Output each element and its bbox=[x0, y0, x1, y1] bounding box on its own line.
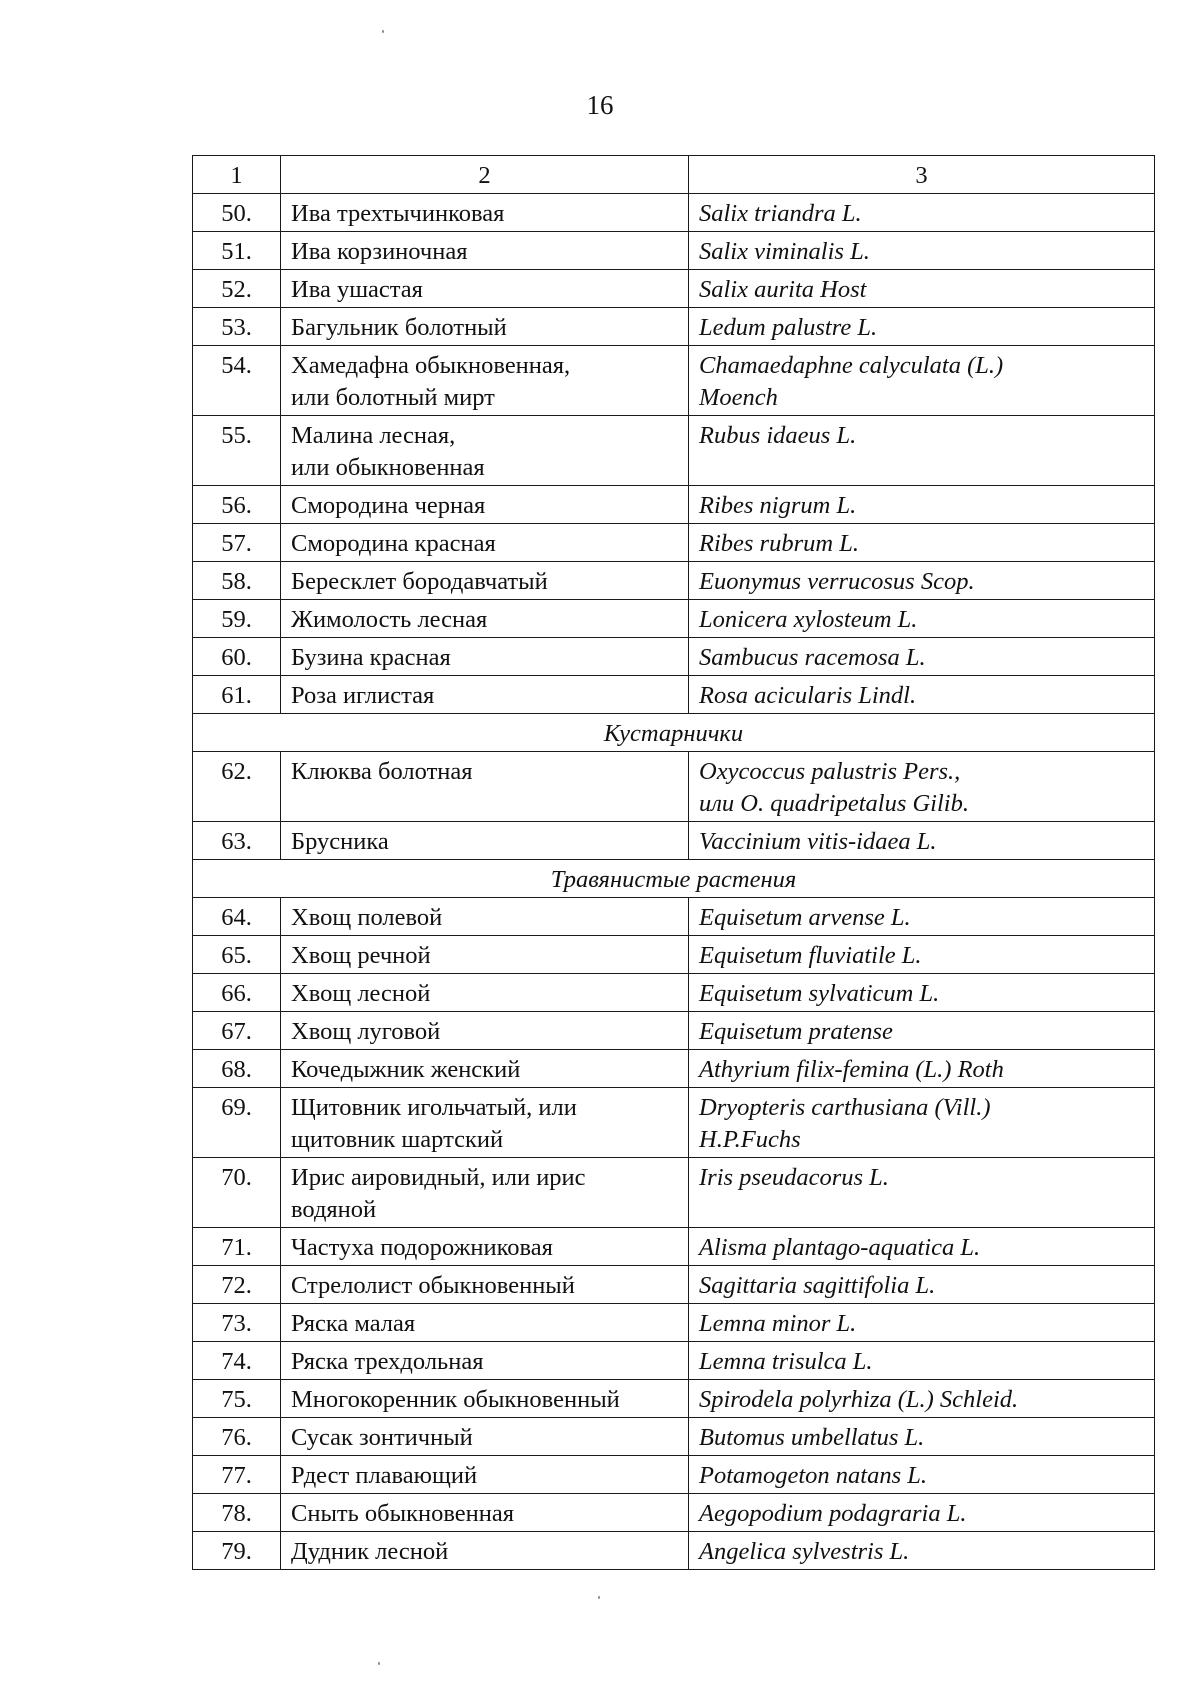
russian-name-cell: Хамедафна обыкновенная, или болотный мирт bbox=[281, 346, 689, 416]
row-number-cell: 72. bbox=[193, 1266, 281, 1304]
table-row bbox=[193, 1012, 1155, 1050]
latin-name-cell: Sagittaria sagittifolia L. bbox=[689, 1266, 1155, 1304]
table-row bbox=[193, 1266, 1155, 1304]
russian-name-cell: Кочедыжник женский bbox=[281, 1050, 689, 1088]
latin-name-cell: Equisetum pratense bbox=[689, 1012, 1155, 1050]
latin-name-cell: Iris pseudacorus L. bbox=[689, 1158, 1155, 1228]
russian-name-cell: Бузина красная bbox=[281, 638, 689, 676]
latin-name-cell: Salix viminalis L. bbox=[689, 232, 1155, 270]
table-row bbox=[193, 346, 1155, 416]
table-row bbox=[193, 936, 1155, 974]
row-number-cell: 78. bbox=[193, 1494, 281, 1532]
russian-name-cell: Ива ушастая bbox=[281, 270, 689, 308]
latin-name-cell: Sambucus racemosa L. bbox=[689, 638, 1155, 676]
row-number-cell: 50. bbox=[193, 194, 281, 232]
russian-name-cell: Ива трехтычинковая bbox=[281, 194, 689, 232]
russian-name-cell: Брусника bbox=[281, 822, 689, 860]
row-number-cell: 53. bbox=[193, 308, 281, 346]
latin-name-cell: Oxycoccus palustris Pers., или O. quadripetalus Gilib. bbox=[689, 752, 1155, 822]
row-number-cell: 67. bbox=[193, 1012, 281, 1050]
row-number-cell: 51. bbox=[193, 232, 281, 270]
table-row bbox=[193, 1380, 1155, 1418]
table-row bbox=[193, 562, 1155, 600]
russian-name-cell: Многокоренник обыкновенный bbox=[281, 1380, 689, 1418]
latin-name-cell: Equisetum arvense L. bbox=[689, 898, 1155, 936]
table-row bbox=[193, 974, 1155, 1012]
row-number-cell: 68. bbox=[193, 1050, 281, 1088]
russian-name-cell: Смородина красная bbox=[281, 524, 689, 562]
row-number-cell: 70. bbox=[193, 1158, 281, 1228]
russian-name-cell: Частуха подорожниковая bbox=[281, 1228, 689, 1266]
table-row bbox=[193, 1418, 1155, 1456]
table-row bbox=[193, 1088, 1155, 1158]
latin-name-cell: Chamaedaphne calyculata (L.) Moench bbox=[689, 346, 1155, 416]
latin-name-cell: Ledum palustre L. bbox=[689, 308, 1155, 346]
latin-name-cell: Angelica sylvestris L. bbox=[689, 1532, 1155, 1570]
table-row bbox=[193, 1342, 1155, 1380]
latin-name-cell: Athyrium filix-femina (L.) Roth bbox=[689, 1050, 1155, 1088]
header-cell-name: 2 bbox=[281, 156, 689, 194]
row-number-cell: 54. bbox=[193, 346, 281, 416]
latin-name-cell: Lemna trisulca L. bbox=[689, 1342, 1155, 1380]
row-number-cell: 55. bbox=[193, 416, 281, 486]
header-cell-number: 1 bbox=[193, 156, 281, 194]
table-row bbox=[193, 752, 1155, 822]
latin-name-cell: Equisetum fluviatile L. bbox=[689, 936, 1155, 974]
section-title: Кустарнички bbox=[193, 714, 1155, 752]
table-row bbox=[193, 194, 1155, 232]
russian-name-cell: Ряска трехдольная bbox=[281, 1342, 689, 1380]
section-row bbox=[193, 714, 1155, 752]
table-row bbox=[193, 1228, 1155, 1266]
table-row bbox=[193, 1158, 1155, 1228]
table-row bbox=[193, 308, 1155, 346]
row-number-cell: 57. bbox=[193, 524, 281, 562]
latin-name-cell: Lemna minor L. bbox=[689, 1304, 1155, 1342]
scan-speck bbox=[378, 1662, 380, 1665]
russian-name-cell: Щитовник игольчатый, или щитовник шартский bbox=[281, 1088, 689, 1158]
russian-name-cell: Ива корзиночная bbox=[281, 232, 689, 270]
row-number-cell: 62. bbox=[193, 752, 281, 822]
row-number-cell: 71. bbox=[193, 1228, 281, 1266]
row-number-cell: 73. bbox=[193, 1304, 281, 1342]
latin-name-cell: Salix triandra L. bbox=[689, 194, 1155, 232]
latin-name-cell: Alisma plantago-aquatica L. bbox=[689, 1228, 1155, 1266]
table-body bbox=[193, 156, 1155, 1570]
russian-name-cell: Жимолость лесная bbox=[281, 600, 689, 638]
row-number-cell: 60. bbox=[193, 638, 281, 676]
table-row bbox=[193, 270, 1155, 308]
row-number-cell: 64. bbox=[193, 898, 281, 936]
table-row bbox=[193, 232, 1155, 270]
russian-name-cell: Багульник болотный bbox=[281, 308, 689, 346]
latin-name-cell: Ribes nigrum L. bbox=[689, 486, 1155, 524]
row-number-cell: 65. bbox=[193, 936, 281, 974]
latin-name-cell: Rosa acicularis Lindl. bbox=[689, 676, 1155, 714]
species-table bbox=[192, 155, 1155, 1570]
table-row bbox=[193, 524, 1155, 562]
russian-name-cell: Рдест плавающий bbox=[281, 1456, 689, 1494]
latin-name-cell: Vaccinium vitis-idaea L. bbox=[689, 822, 1155, 860]
russian-name-cell: Ирис аировидный, или ирис водяной bbox=[281, 1158, 689, 1228]
latin-name-cell: Dryopteris carthusiana (Vill.) H.P.Fuchs bbox=[689, 1088, 1155, 1158]
russian-name-cell: Стрелолист обыкновенный bbox=[281, 1266, 689, 1304]
russian-name-cell: Дудник лесной bbox=[281, 1532, 689, 1570]
russian-name-cell: Роза иглистая bbox=[281, 676, 689, 714]
russian-name-cell: Сусак зонтичный bbox=[281, 1418, 689, 1456]
latin-name-cell: Potamogeton natans L. bbox=[689, 1456, 1155, 1494]
russian-name-cell: Ряска малая bbox=[281, 1304, 689, 1342]
row-number-cell: 61. bbox=[193, 676, 281, 714]
scan-speck bbox=[598, 1596, 600, 1599]
section-row bbox=[193, 860, 1155, 898]
latin-name-cell: Ribes rubrum L. bbox=[689, 524, 1155, 562]
row-number-cell: 59. bbox=[193, 600, 281, 638]
latin-name-cell: Euonymus verrucosus Scop. bbox=[689, 562, 1155, 600]
russian-name-cell: Клюква болотная bbox=[281, 752, 689, 822]
table-row bbox=[193, 1456, 1155, 1494]
latin-name-cell: Spirodela polyrhiza (L.) Schleid. bbox=[689, 1380, 1155, 1418]
scan-speck bbox=[382, 30, 384, 33]
latin-name-cell: Aegopodium podagraria L. bbox=[689, 1494, 1155, 1532]
latin-name-cell: Rubus idaeus L. bbox=[689, 416, 1155, 486]
row-number-cell: 66. bbox=[193, 974, 281, 1012]
row-number-cell: 77. bbox=[193, 1456, 281, 1494]
row-number-cell: 58. bbox=[193, 562, 281, 600]
table-row bbox=[193, 822, 1155, 860]
row-number-cell: 56. bbox=[193, 486, 281, 524]
table-row bbox=[193, 676, 1155, 714]
russian-name-cell: Сныть обыкновенная bbox=[281, 1494, 689, 1532]
row-number-cell: 79. bbox=[193, 1532, 281, 1570]
row-number-cell: 63. bbox=[193, 822, 281, 860]
table-row bbox=[193, 1304, 1155, 1342]
table-row bbox=[193, 416, 1155, 486]
row-number-cell: 74. bbox=[193, 1342, 281, 1380]
table-row bbox=[193, 486, 1155, 524]
row-number-cell: 75. bbox=[193, 1380, 281, 1418]
russian-name-cell: Бересклет бородавчатый bbox=[281, 562, 689, 600]
russian-name-cell: Смородина черная bbox=[281, 486, 689, 524]
latin-name-cell: Lonicera xylosteum L. bbox=[689, 600, 1155, 638]
russian-name-cell: Хвощ луговой bbox=[281, 1012, 689, 1050]
russian-name-cell: Хвощ полевой bbox=[281, 898, 689, 936]
table-row bbox=[193, 638, 1155, 676]
latin-name-cell: Salix aurita Host bbox=[689, 270, 1155, 308]
table-row bbox=[193, 1532, 1155, 1570]
row-number-cell: 52. bbox=[193, 270, 281, 308]
row-number-cell: 69. bbox=[193, 1088, 281, 1158]
latin-name-cell: Equisetum sylvaticum L. bbox=[689, 974, 1155, 1012]
page-number: 16 bbox=[586, 90, 614, 120]
header-row bbox=[193, 156, 1155, 194]
table-row bbox=[193, 600, 1155, 638]
row-number-cell: 76. bbox=[193, 1418, 281, 1456]
russian-name-cell: Малина лесная, или обыкновенная bbox=[281, 416, 689, 486]
table-row bbox=[193, 1050, 1155, 1088]
section-title: Травянистые растения bbox=[193, 860, 1155, 898]
russian-name-cell: Хвощ речной bbox=[281, 936, 689, 974]
table-row bbox=[193, 898, 1155, 936]
header-cell-latin: 3 bbox=[689, 156, 1155, 194]
table-row bbox=[193, 1494, 1155, 1532]
russian-name-cell: Хвощ лесной bbox=[281, 974, 689, 1012]
latin-name-cell: Butomus umbellatus L. bbox=[689, 1418, 1155, 1456]
